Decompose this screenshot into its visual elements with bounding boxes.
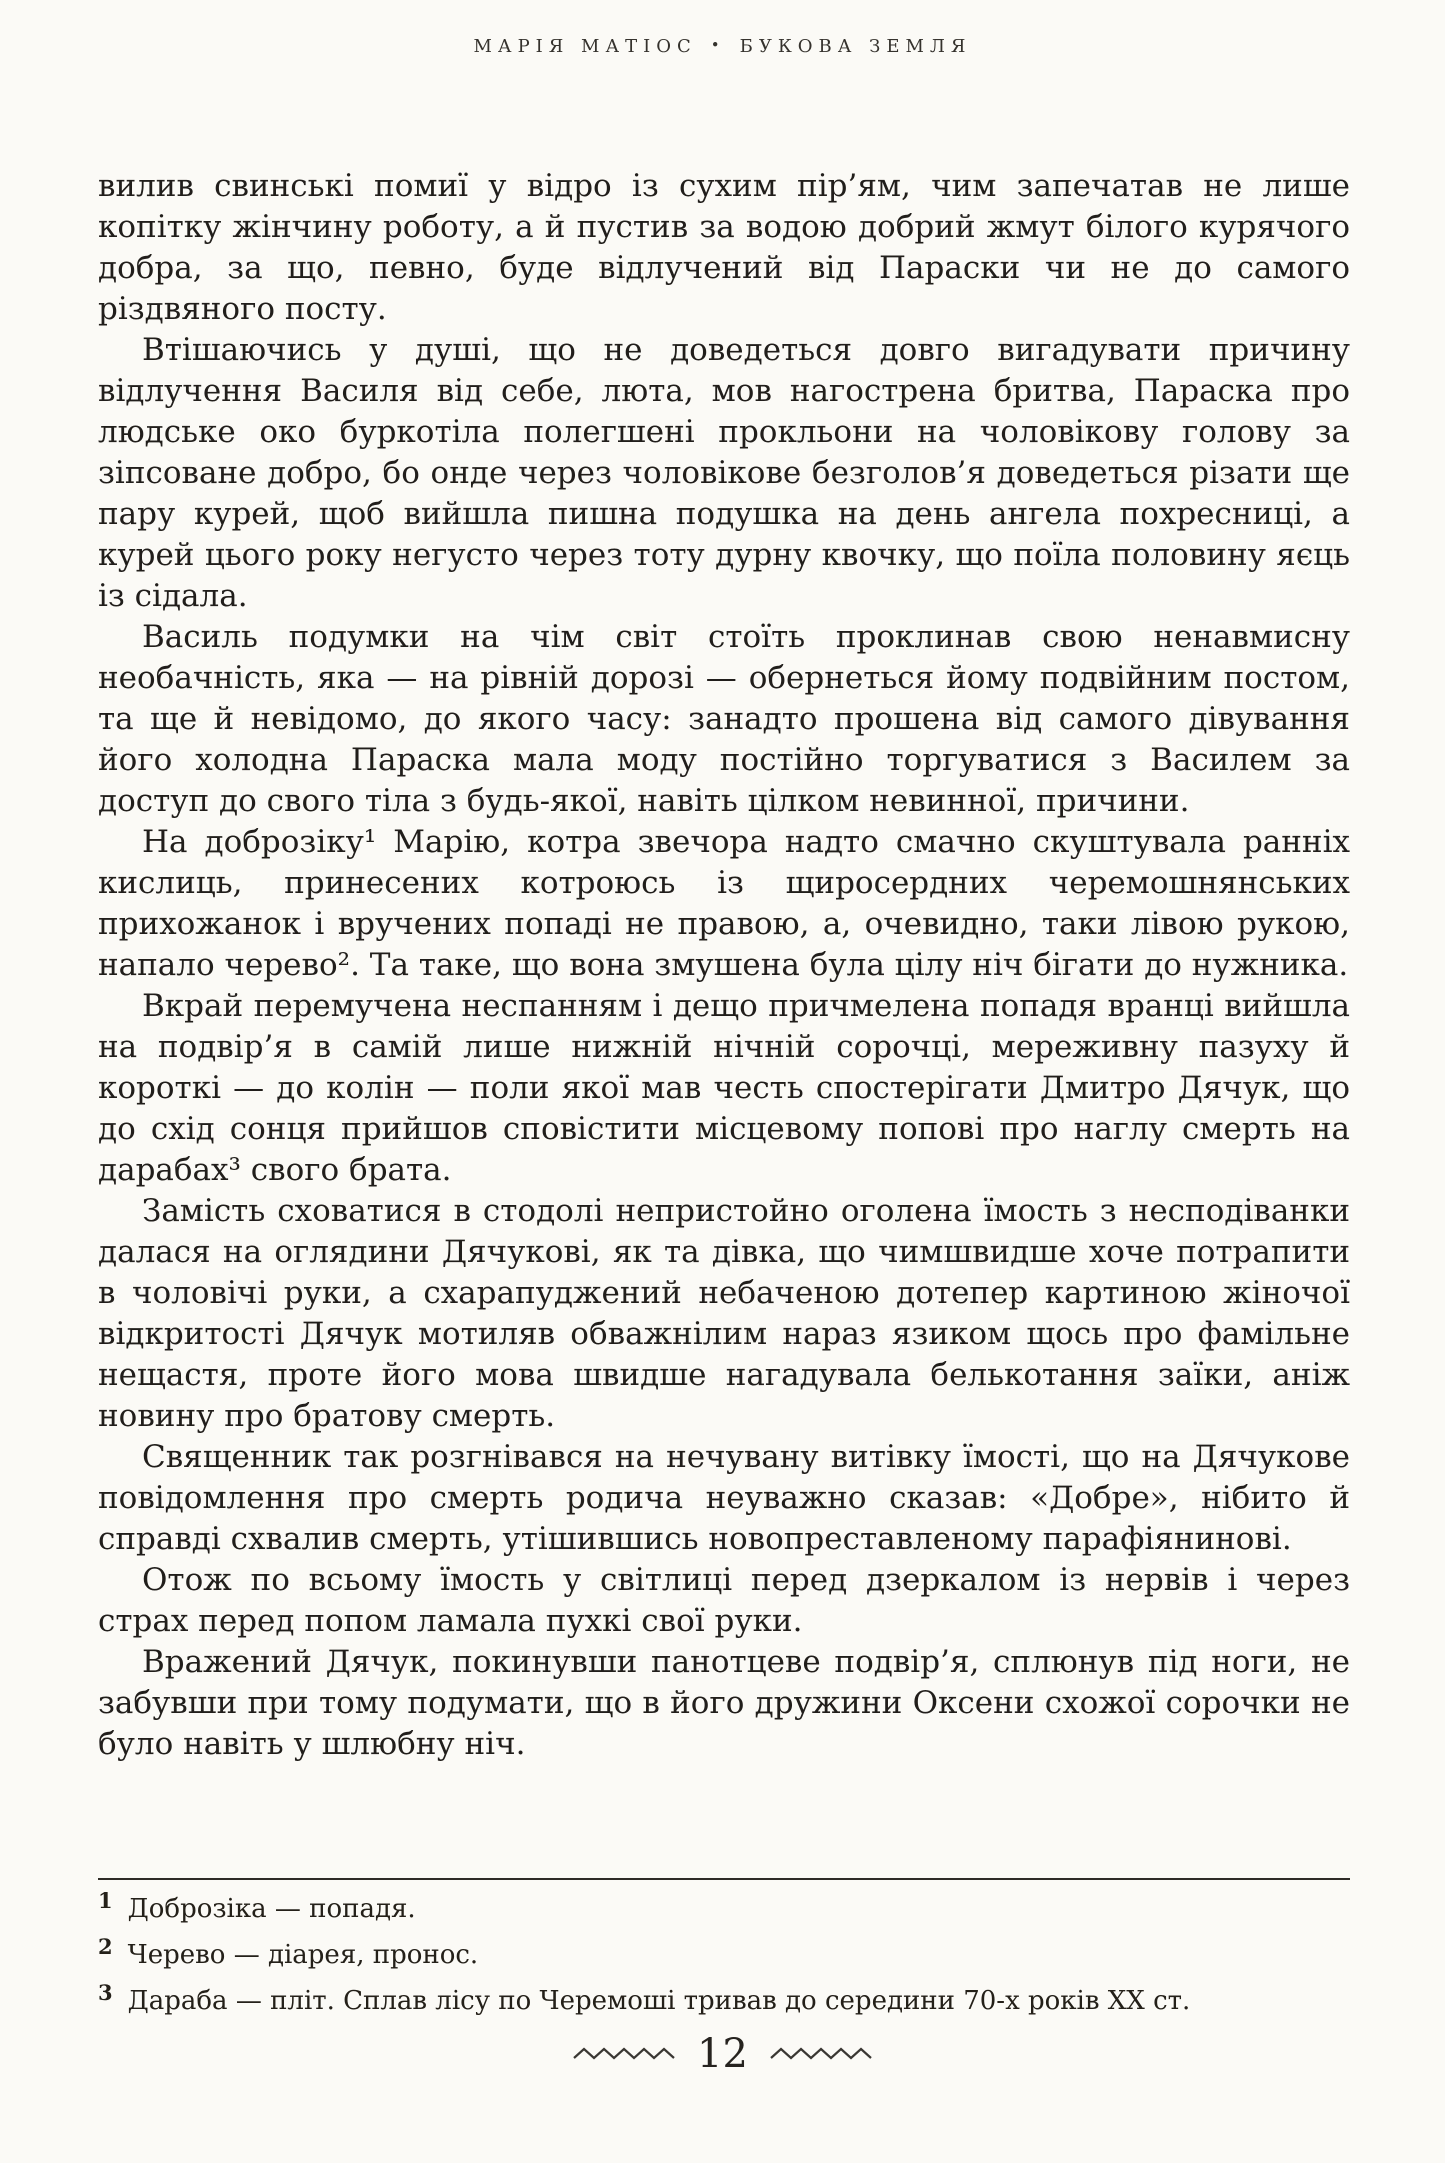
footnote: 1 Доброзіка — попадя. bbox=[98, 1888, 416, 1924]
running-header-author: МАРІЯ МАТІОС bbox=[473, 36, 697, 57]
page-footer bbox=[0, 2031, 1445, 2077]
paragraph: Священник так розгнівався на нечувану витівку їмості, що на Дячукове повідомлення про смерть родича неуважно сказав: «Добре», нібито й справді схвалив смерть, утішившись новопреставленому парафіянинові. bbox=[98, 1439, 1350, 1557]
footnote: 3 Дараба — пліт. Сплав лісу по Черемоші тривав до середини 70-х років ХХ ст. bbox=[98, 1980, 1191, 2016]
footnote: 2 Черево — діарея, пронос. bbox=[98, 1934, 479, 1970]
paragraph: Отож по всьому їмость у світлиці перед дзеркалом із нервів і через страх перед попом ламала пухкі свої руки. bbox=[98, 1562, 1350, 1639]
page-body bbox=[98, 166, 1350, 1765]
paragraph: На доброзіку¹ Марію, котра звечора надто смачно скуштувала ранніх кислиць, принесених котроюсь із щиросердних черемошнянських прихожанок і вручених попаді не правою, а, очевидно, таки лівою рукою, напало черево². Та таке, що вона змушена була цілу ніч бігати до нужника. bbox=[98, 824, 1350, 983]
paragraph: Вражений Дячук, покинувши панотцеве подвір’я, сплюнув під ноги, не забувши при тому подумати, що в його дружини Оксени схожої сорочки не було навіть у шлюбну ніч. bbox=[98, 1644, 1350, 1762]
running-header-book-title: БУКОВА ЗЕМЛЯ bbox=[739, 36, 972, 57]
paragraph: Василь подумки на чім світ стоїть проклинав свою ненавмисну необачність, яка — на рівній дорозі — обернеться йому подвійним постом, та ще й невідомо, до якого часу: занадто прошена від самого дівування його холодна Параска мала моду постійно торгуватися з Василем за доступ до свого тіла з будь-якої, навіть цілком невинної, причини. bbox=[98, 619, 1350, 819]
paragraph: Вкрай перемучена неспанням і дещо причмелена попадя вранці вийшла на подвір’я в самій лише нижній нічній сорочці, мереживну пазуху й короткі — до колін — поли якої мав честь спостерігати Дмитро Дячук, що до схід сонця прийшов сповістити місцевому попові про наглу смерть на дарабах³ свого брата. bbox=[98, 988, 1350, 1188]
footnote-text: Дараба — пліт. Сплав лісу по Черемоші тривав до середини 70-х років ХХ ст. bbox=[127, 1986, 1191, 2016]
footnote-text: Черево — діарея, пронос. bbox=[127, 1940, 479, 1970]
zigzag-ornament-left-icon bbox=[573, 2045, 675, 2063]
paragraph: вилив свинські помиї у відро із сухим пір’ям, чим запечатав не лише копітку жінчину роботу, а й пустив за водою добрий жмут білого курячого добра, за що, певно, буде відлучений від Параски чи не до самого різдвяного посту. bbox=[98, 168, 1350, 327]
paragraph: Втішаючись у душі, що не доведеться довго вигадувати причину відлучення Василя від себе, люта, мов нагострена бритва, Параска про людське око буркотіла полегшені прокльони на чоловікову голову за зіпсоване добро, бо онде через чоловікове безголов’я доведеться різати ще пару курей, щоб вийшла пишна подушка на день ангела похресниці, а курей цього року негусто через тоту дурну квочку, що поїла половину яєць із сідала. bbox=[98, 332, 1350, 614]
footnotes bbox=[98, 1878, 1350, 2030]
header-bullet-separator: • bbox=[710, 36, 726, 54]
page-number: 12 bbox=[697, 2031, 748, 2077]
footnote-text: Доброзіка — попадя. bbox=[127, 1894, 416, 1924]
paragraph: Замість сховатися в стодолі непристойно оголена їмость з несподіванки далася на оглядини Дячукові, як та дівка, що чимшвидше хоче потрапити в чоловічі руки, а схарапуджений небаченою дотепер картиною жіночої відкритості Дячук мотиляв обважнілим нараз язиком щось про фамільне нещастя, проте його мова швидше нагадувала белькотання заїки, аніж новину про братову смерть. bbox=[98, 1193, 1350, 1434]
running-header bbox=[0, 36, 1445, 57]
zigzag-ornament-right-icon bbox=[770, 2045, 872, 2063]
